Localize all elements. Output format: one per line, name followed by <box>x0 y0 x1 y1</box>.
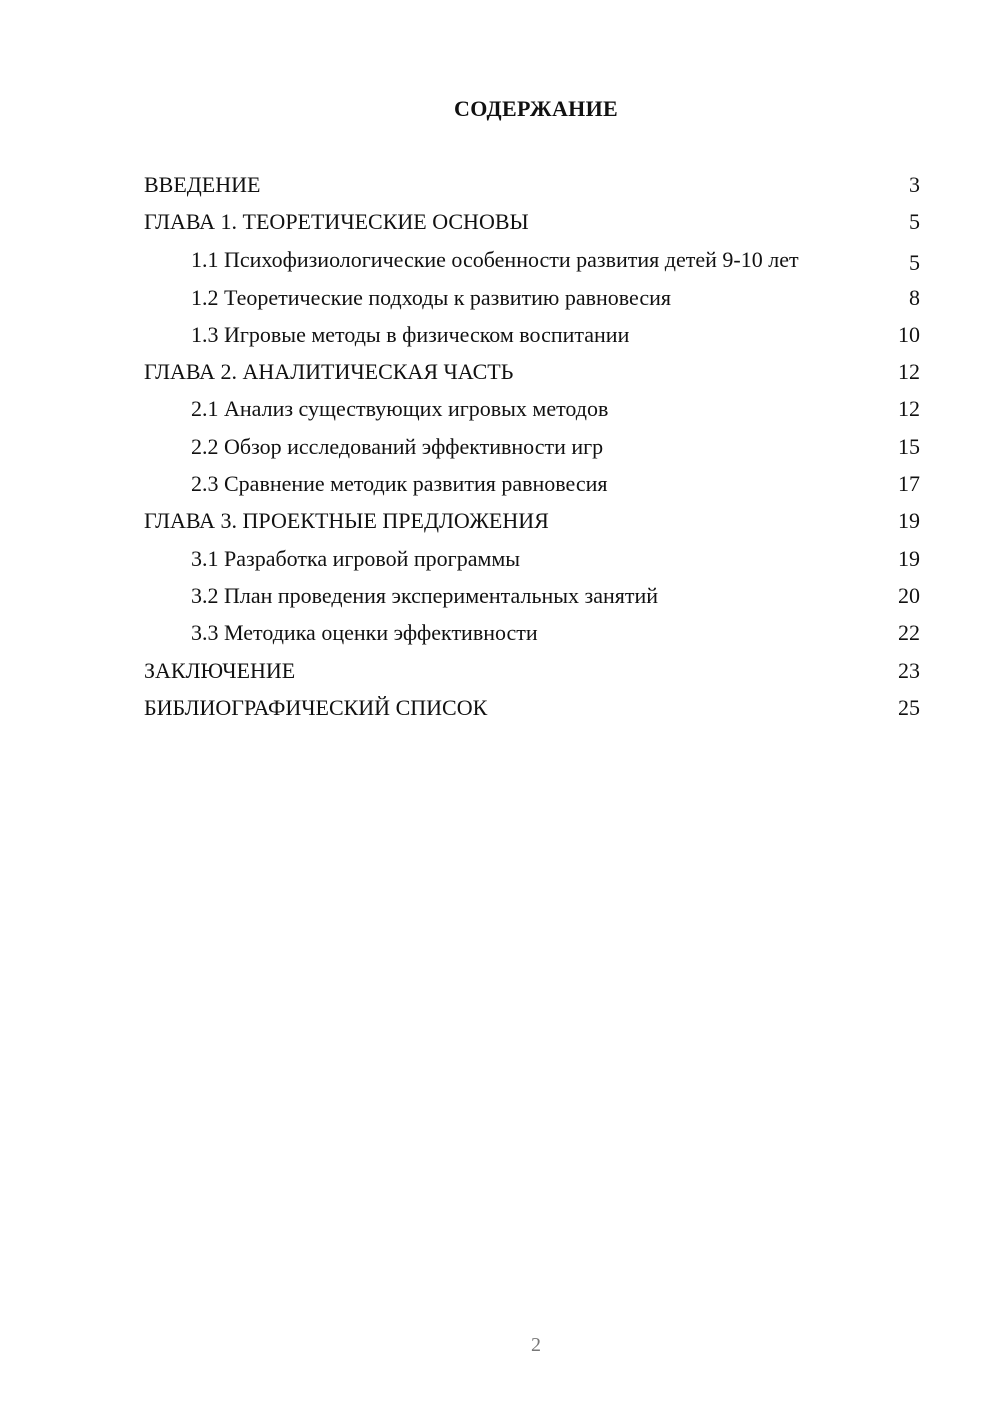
toc-entry-page: 8 <box>909 284 920 310</box>
toc-entry-label: ГЛАВА 2. АНАЛИТИЧЕСКАЯ ЧАСТЬ <box>144 359 514 385</box>
page-title: СОДЕРЖАНИЕ <box>454 96 618 121</box>
toc-entry-bibliography <box>144 689 920 726</box>
toc-entry-page: 5 <box>909 249 920 275</box>
toc-entry-conclusion <box>144 652 920 689</box>
toc-entry-label: ГЛАВА 1. ТЕОРЕТИЧЕСКИЕ ОСНОВЫ <box>144 209 529 235</box>
toc-entry-label: 3.1 Разработка игровой программы <box>191 545 521 571</box>
toc-entry-label: 2.1 Анализ существующих игровых методов <box>191 396 609 422</box>
toc-entry-label: ГЛАВА 3. ПРОЕКТНЫЕ ПРЕДЛОЖЕНИЯ <box>144 508 549 534</box>
toc-entry-section-1-1 <box>144 241 920 279</box>
toc-entry-page: 20 <box>898 582 920 608</box>
toc-entry-label: ЗАКЛЮЧЕНИЕ <box>144 657 296 683</box>
toc-entry-label: 2.2 Обзор исследований эффективности игр <box>191 433 604 459</box>
toc-entry-page: 23 <box>898 657 920 683</box>
toc-entry-section-1-3 <box>144 316 920 353</box>
toc-entry-label: 3.2 План проведения экспериментальных занятий <box>191 582 659 608</box>
toc-entry-page: 17 <box>898 471 920 497</box>
toc-entry-page: 25 <box>898 694 920 720</box>
toc-entry-page: 19 <box>898 545 920 571</box>
toc-entry-section-2-2 <box>144 428 920 465</box>
toc-entry-label: 1.3 Игровые методы в физическом воспитании <box>191 321 630 347</box>
toc-entry-label: 1.1 Психофизиологические особенности развития детей 9-10 лет <box>191 246 799 272</box>
toc-entry-page: 19 <box>898 508 920 534</box>
toc-entry-label: 2.3 Сравнение методик развития равновесия <box>191 471 608 497</box>
toc-entry-page: 5 <box>909 209 920 235</box>
toc-entry-chapter-1 <box>144 203 920 240</box>
toc-entry-label: ВВЕДЕНИЕ <box>144 172 261 197</box>
toc-entry-page: 12 <box>898 359 920 385</box>
toc-entry-chapter-3 <box>144 502 920 539</box>
toc-entry-chapter-2 <box>144 353 920 390</box>
toc-entry-section-1-2 <box>144 279 920 316</box>
toc-entry-page: 15 <box>898 433 920 459</box>
toc-entry-page: 3 <box>909 172 920 197</box>
toc-entry-page: 12 <box>898 396 920 422</box>
toc-entry-page: 10 <box>898 321 920 347</box>
toc-entry-section-2-3 <box>144 465 920 502</box>
toc-entry-page: 22 <box>898 620 920 646</box>
toc-entry-section-3-2 <box>144 577 920 614</box>
page-number: 2 <box>531 1334 541 1356</box>
toc-entry-label: БИБЛИОГРАФИЧЕСКИЙ СПИСОК <box>144 694 488 720</box>
toc-entry-section-3-1 <box>144 540 920 577</box>
toc-entry-section-3-3 <box>144 614 920 651</box>
toc-entry-label: 3.3 Методика оценки эффективности <box>191 620 538 646</box>
table-of-contents <box>144 166 920 726</box>
toc-entry-introduction <box>144 166 920 203</box>
toc-entry-section-2-1 <box>144 390 920 427</box>
toc-entry-label: 1.2 Теоретические подходы к развитию равновесия <box>191 284 672 310</box>
